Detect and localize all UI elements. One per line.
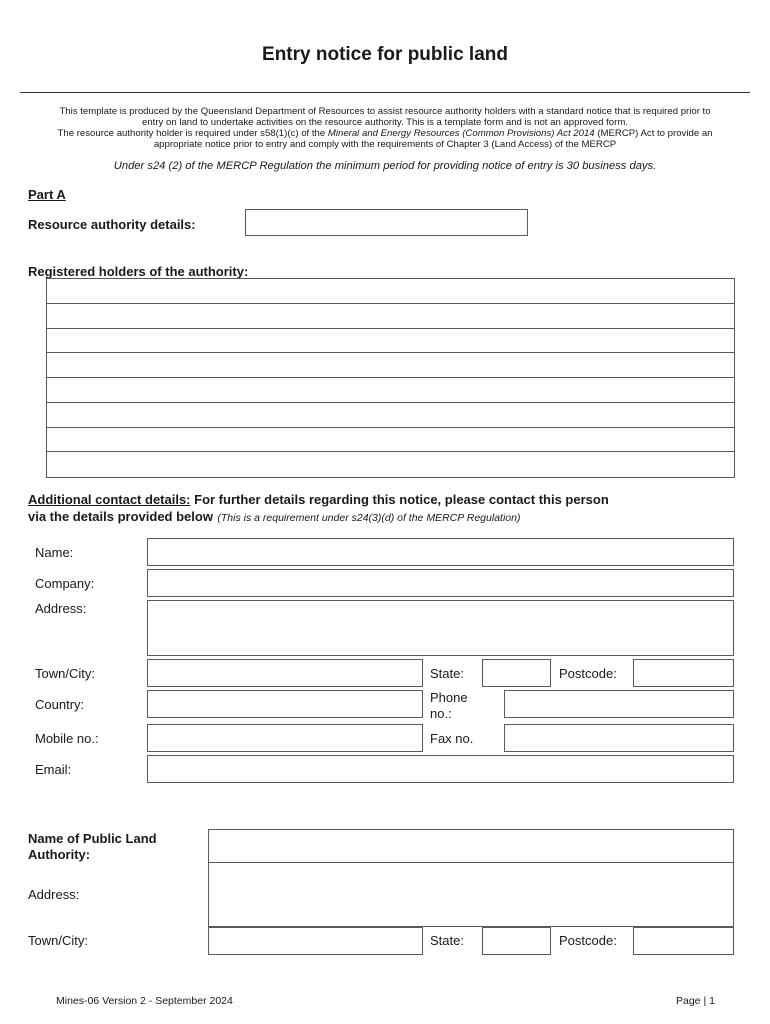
name-label: Name: [35, 545, 74, 560]
holder-row-6[interactable] [47, 403, 734, 428]
public-land-town-label: Town/City: [28, 933, 88, 948]
holder-row-3[interactable] [47, 329, 734, 354]
name-input[interactable] [147, 538, 734, 566]
public-land-name-input[interactable] [208, 829, 734, 863]
public-land-postcode-input[interactable] [633, 927, 734, 955]
part-a-heading: Part A [28, 187, 66, 202]
address-input[interactable] [147, 600, 734, 656]
contact-heading-line2 [28, 508, 520, 526]
holder-row-2[interactable] [47, 304, 734, 329]
contact-heading-line2-text: via the details provided below [28, 509, 213, 524]
intro-line-4: appropriate notice prior to entry and comply with the requirements of Chapter 3 (Land Access) of the MERCP [153, 139, 617, 150]
page-title: Entry notice for public land [262, 44, 508, 65]
resource-authority-input[interactable] [245, 209, 528, 236]
contact-heading-note: (This is a requirement under s24(3)(d) of the MERCP Regulation) [217, 512, 521, 524]
registered-holders-table [46, 278, 735, 478]
holder-row-5[interactable] [47, 378, 734, 403]
public-land-address-input[interactable] [208, 862, 734, 927]
country-label: Country: [35, 697, 85, 712]
email-label: Email: [35, 762, 72, 777]
holder-row-4[interactable] [47, 353, 734, 378]
public-land-name-label-line1: Name of Public Land [28, 831, 157, 846]
holder-row-8[interactable] [47, 452, 734, 477]
intro-line-3-post: (MERCP) Act to provide an [594, 128, 713, 139]
company-label: Company: [35, 576, 95, 591]
holder-row-1[interactable] [47, 279, 734, 304]
fax-input[interactable] [504, 724, 734, 752]
state-label: State: [430, 666, 464, 681]
address-label: Address: [35, 601, 87, 616]
contact-heading-underlined: Additional contact details: [28, 492, 191, 507]
phone-label-line2: no.: [430, 706, 452, 721]
intro-line-3-pre: The resource authority holder is required under s58(1)(c) of the [57, 128, 328, 139]
email-input[interactable] [147, 755, 734, 783]
town-label: Town/City: [35, 666, 95, 681]
phone-input[interactable] [504, 690, 734, 718]
intro-line-1: This template is produced by the Queensland Department of Resources to assist resource authority holders with a standard notice that is required prior to [59, 106, 711, 117]
fax-label: Fax no. [430, 731, 474, 746]
intro-line-3 [22, 128, 748, 139]
contact-heading-rest: For further details regarding this notice, please contact this person [190, 492, 609, 507]
resource-authority-label: Resource authority details: [28, 217, 196, 232]
footer-version: Mines-06 Version 2 - September 2024 [56, 995, 233, 1007]
notice-period-note: Under s24 (2) of the MERCP Regulation the minimum period for providing notice of entry is 30 business days. [113, 160, 657, 172]
postcode-input[interactable] [633, 659, 734, 687]
mobile-label: Mobile no.: [35, 731, 99, 746]
registered-holders-label: Registered holders of the authority: [28, 264, 249, 279]
phone-label-line1: Phone [430, 690, 468, 705]
town-input[interactable] [147, 659, 423, 687]
public-land-name-label [28, 831, 157, 863]
public-land-address-label: Address: [28, 887, 80, 902]
postcode-label: Postcode: [559, 666, 617, 681]
intro-act-name: Mineral and Energy Resources (Common Provisions) Act 2014 [327, 128, 595, 139]
intro-line-2: entry on land to undertake activities on the resource authority. This is a template form and is not an approved form. [142, 117, 628, 128]
footer-page-number: Page | 1 [676, 995, 715, 1007]
public-land-town-input[interactable] [208, 927, 423, 955]
public-land-postcode-label: Postcode: [559, 933, 617, 948]
title-divider [20, 92, 750, 93]
company-input[interactable] [147, 569, 734, 597]
country-input[interactable] [147, 690, 423, 718]
phone-label [430, 690, 468, 722]
mobile-input[interactable] [147, 724, 423, 752]
state-input[interactable] [482, 659, 551, 687]
public-land-state-label: State: [430, 933, 464, 948]
holder-row-7[interactable] [47, 428, 734, 453]
public-land-state-input[interactable] [482, 927, 551, 955]
contact-heading [28, 492, 748, 507]
public-land-name-label-line2: Authority: [28, 847, 91, 862]
